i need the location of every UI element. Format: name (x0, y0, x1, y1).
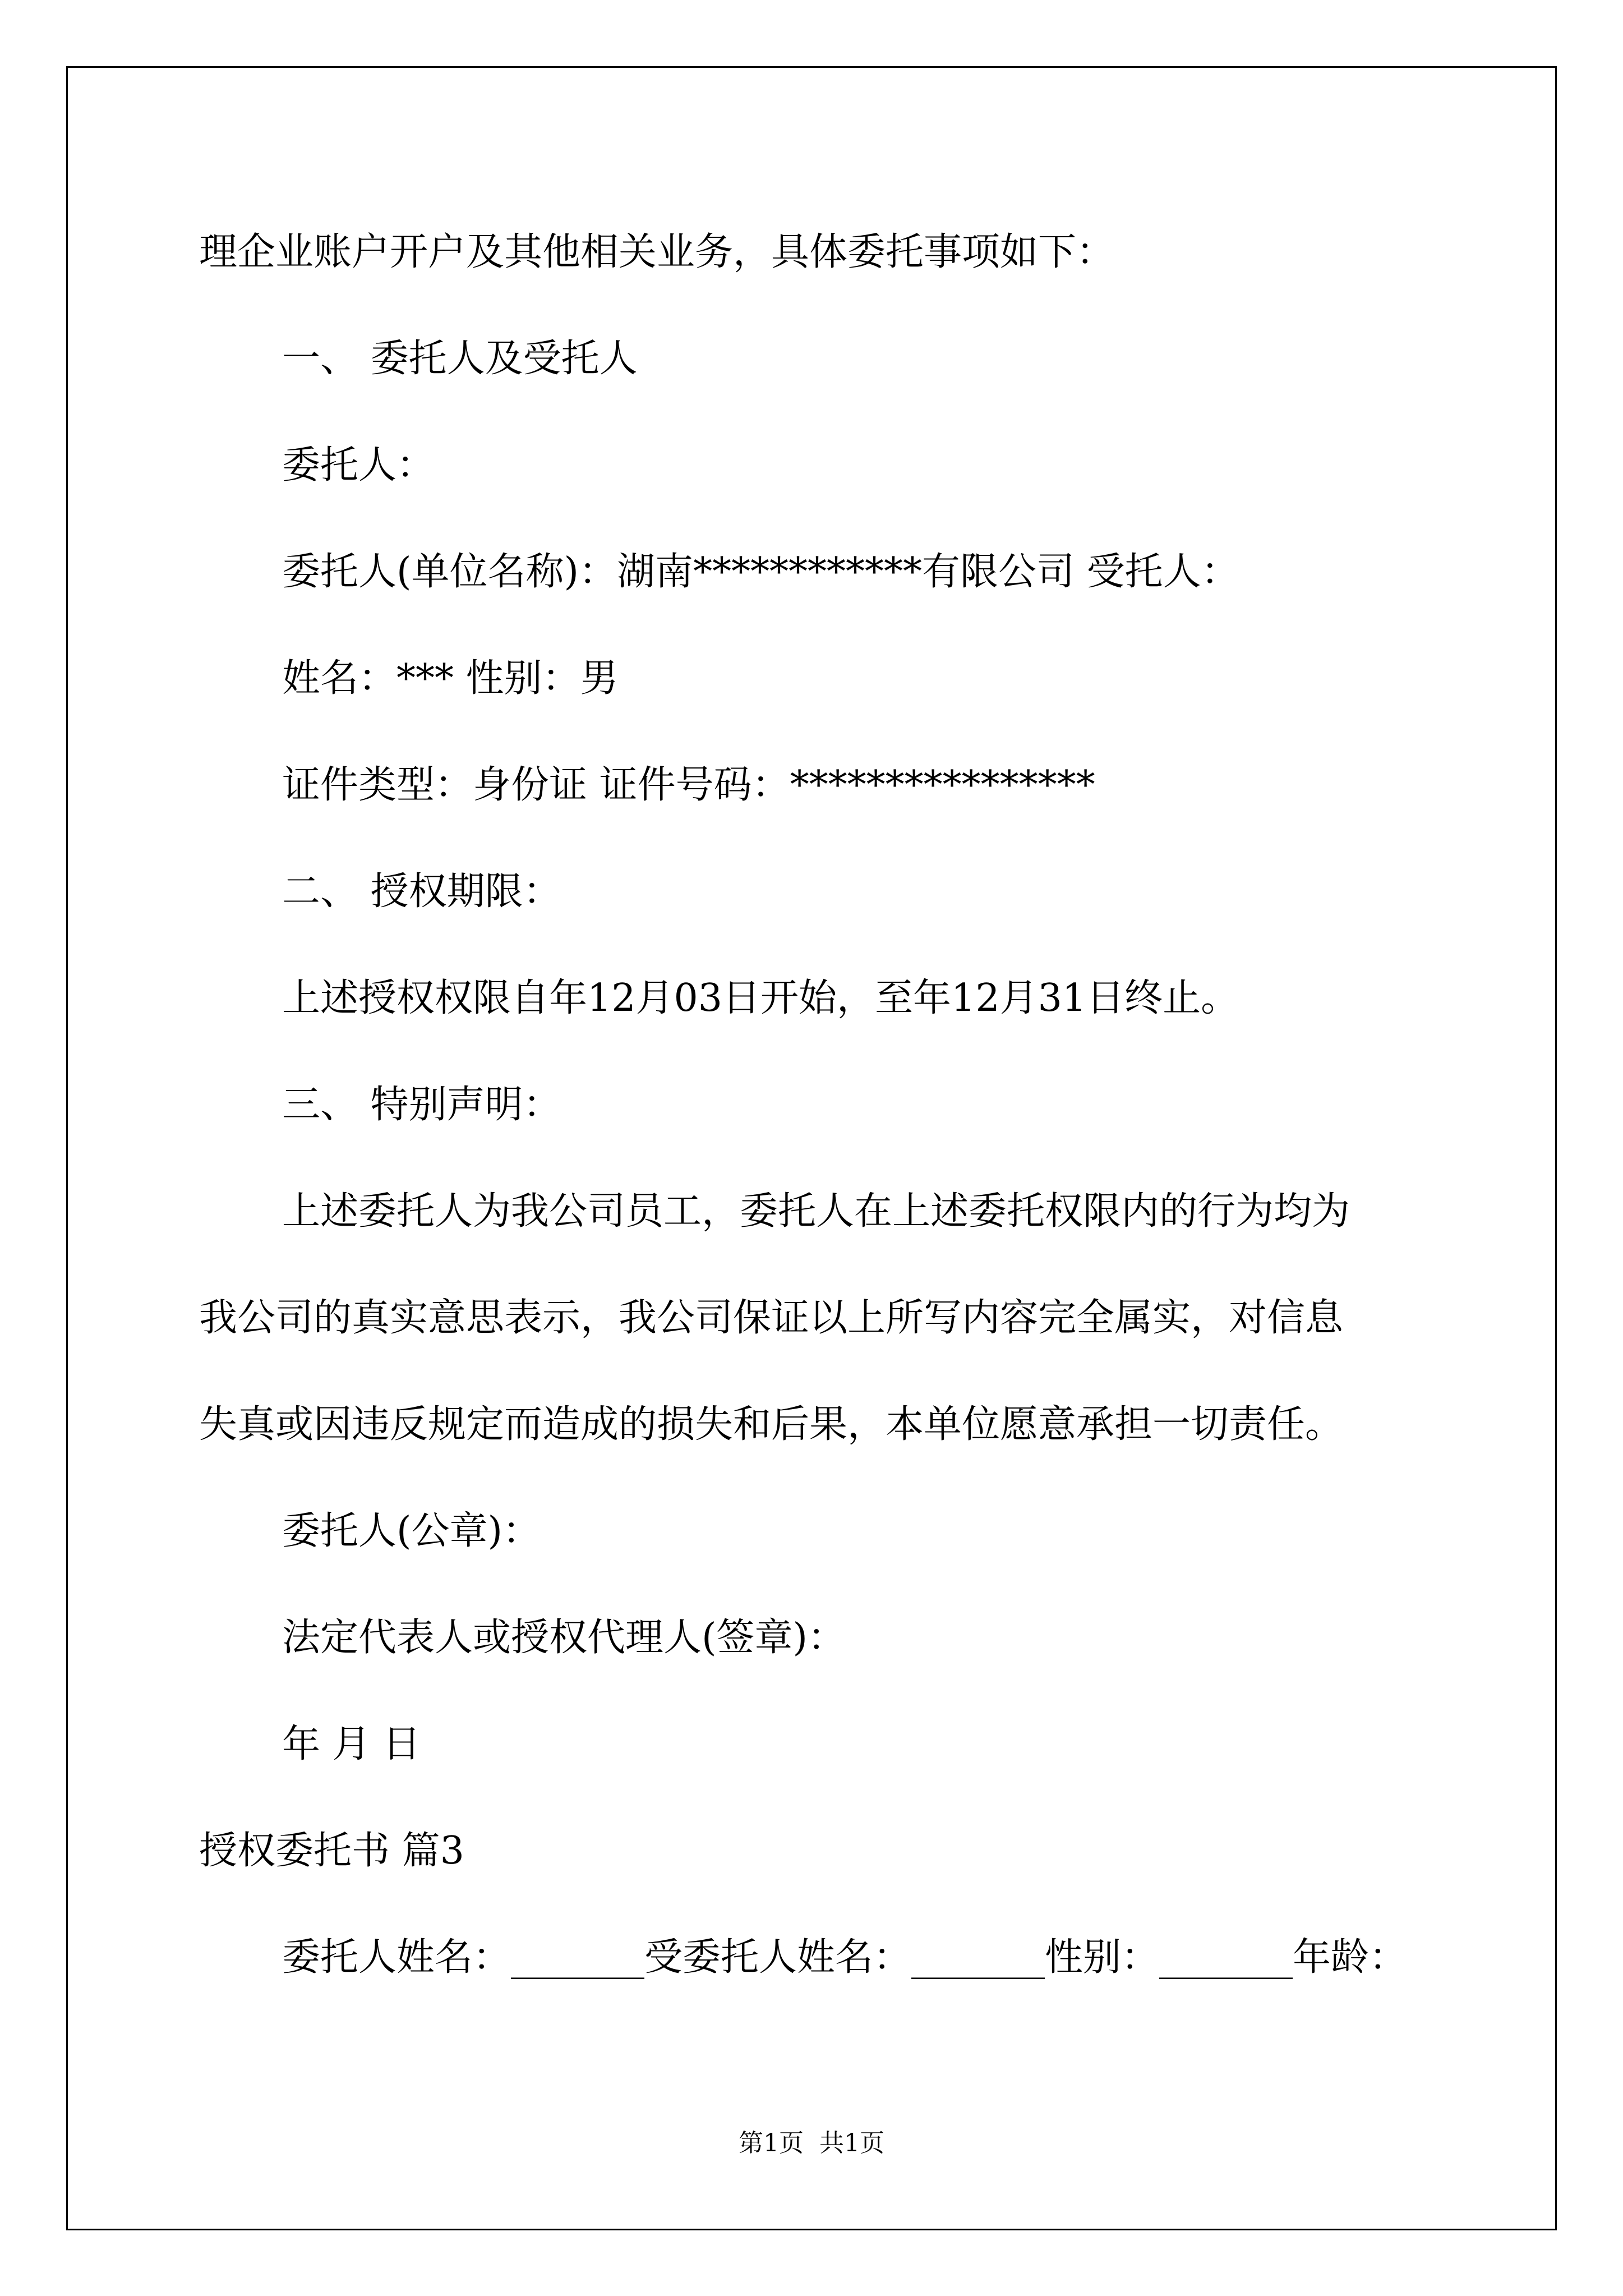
date-line: 年 月 日 (282, 1722, 421, 1766)
paragraph-line: 理企业账户开户及其他相关业务，具体委托事项如下： (199, 230, 1115, 274)
paragraph-line: 委托人(单位名称)：湖南************有限公司 受托人： (282, 550, 1239, 594)
page-border (66, 66, 1557, 2230)
paragraph-line: 失真或因违反规定而造成的损失和后果，本单位愿意承担一切责任。 (199, 1402, 1344, 1447)
paragraph-line: 上述委托人为我公司员工，委托人在上述委托权限内的行为均为 (282, 1189, 1350, 1234)
form-fields-line: 委托人姓名：_______受委托人姓名：_______性别：_______年龄： (282, 1935, 1408, 1980)
section-heading: 三、 特别声明： (282, 1083, 561, 1127)
section-heading: 二、 授权期限： (282, 869, 561, 914)
paragraph-line: 上述授权权限自年12月03日开始，至年12月31日终止。 (282, 976, 1239, 1020)
signature-line: 法定代表人或授权代理人(签章)： (282, 1616, 846, 1660)
paragraph-line: 我公司的真实意思表示，我公司保证以上所写内容完全属实，对信息 (199, 1296, 1344, 1340)
article-title: 授权委托书 篇3 (199, 1829, 464, 1873)
paragraph-line: 姓名：*** 性别：男 (282, 656, 619, 701)
page-number-footer: 第1页 共1页 (739, 2129, 884, 2157)
paragraph-line: 委托人： (282, 443, 435, 487)
paragraph-line: 证件类型：身份证 证件号码：**************** (282, 763, 1095, 807)
signature-line: 委托人(公章)： (282, 1509, 541, 1553)
section-heading: 一、 委托人及受托人 (282, 337, 638, 381)
